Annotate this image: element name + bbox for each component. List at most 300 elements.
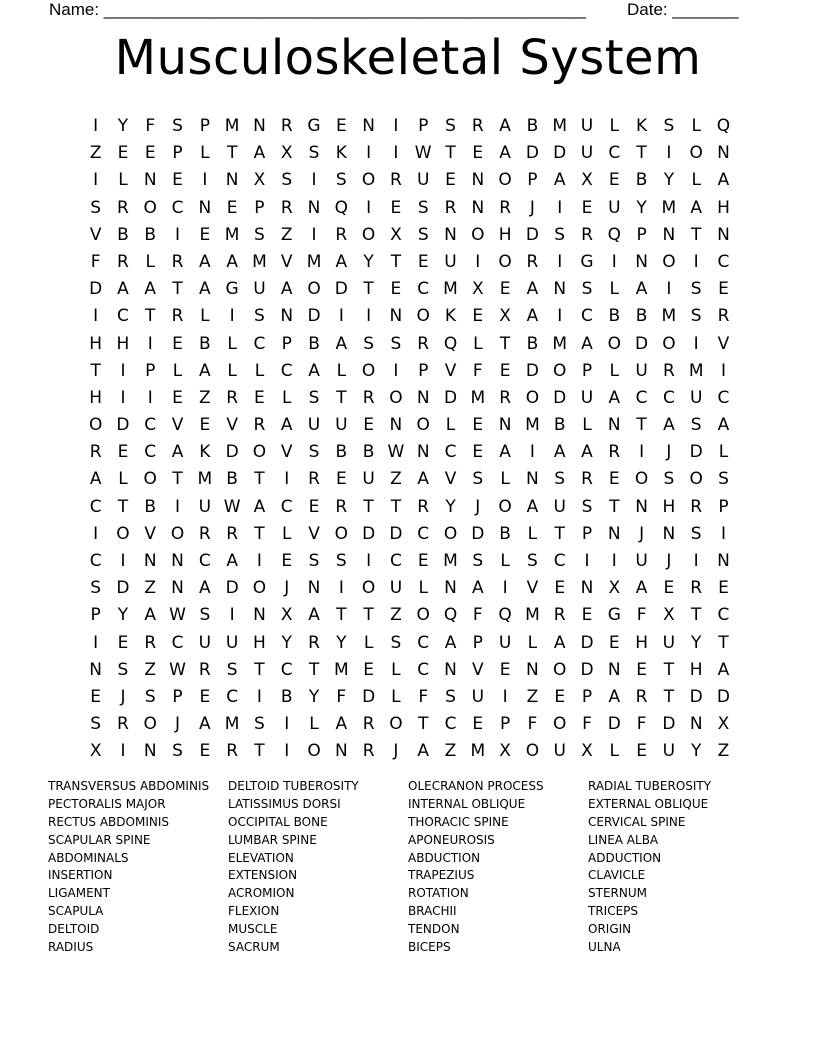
grid-letter[interactable]: Q xyxy=(443,605,458,626)
grid-letter[interactable]: V xyxy=(308,523,320,544)
grid-letter[interactable]: A xyxy=(253,496,266,517)
grid-letter[interactable]: E xyxy=(554,578,566,599)
grid-letter[interactable]: Z xyxy=(390,469,402,490)
grid-letter[interactable]: S xyxy=(663,116,675,136)
grid-letter[interactable]: C xyxy=(280,360,293,381)
grid-letter[interactable]: L xyxy=(309,714,319,735)
grid-letter[interactable]: C xyxy=(171,197,184,218)
grid-letter[interactable]: B xyxy=(117,224,129,245)
grid-letter[interactable]: A xyxy=(717,659,730,680)
grid-letter[interactable]: E xyxy=(363,659,374,680)
grid-letter[interactable]: D xyxy=(525,360,539,381)
grid-letter[interactable]: E xyxy=(254,387,265,408)
grid-letter[interactable]: P xyxy=(472,632,483,653)
grid-letter[interactable]: J xyxy=(175,714,181,735)
grid-letter[interactable]: B xyxy=(335,442,348,463)
grid-letter[interactable]: I xyxy=(284,714,290,735)
grid-letter[interactable]: O xyxy=(553,659,567,680)
grid-letter[interactable]: I xyxy=(93,116,99,136)
grid-letter[interactable]: C xyxy=(226,686,239,707)
grid-letter[interactable]: O xyxy=(334,523,349,544)
grid-letter[interactable]: N xyxy=(143,170,157,191)
grid-letter[interactable]: L xyxy=(473,333,483,354)
grid-letter[interactable]: E xyxy=(608,170,620,191)
grid-letter[interactable]: V xyxy=(444,360,457,381)
grid-letter[interactable]: C xyxy=(417,659,430,680)
grid-letter[interactable]: E xyxy=(636,741,647,762)
grid-letter[interactable]: U xyxy=(198,496,212,517)
grid-letter[interactable]: L xyxy=(118,170,128,191)
grid-letter[interactable]: A xyxy=(526,279,539,300)
grid-letter[interactable]: V xyxy=(144,523,157,544)
grid-letter[interactable]: I xyxy=(366,306,372,327)
grid-letter[interactable]: V xyxy=(471,659,484,680)
grid-letter[interactable]: O xyxy=(88,415,103,436)
grid-letter[interactable]: O xyxy=(525,741,540,762)
grid-letter[interactable]: R xyxy=(444,197,457,218)
grid-letter[interactable]: A xyxy=(253,143,266,164)
grid-letter[interactable]: U xyxy=(225,632,239,653)
grid-letter[interactable]: U xyxy=(307,415,321,436)
grid-letter[interactable]: J xyxy=(284,578,290,599)
grid-letter[interactable]: K xyxy=(636,116,648,136)
grid-letter[interactable]: H xyxy=(89,333,103,354)
grid-letter[interactable]: E xyxy=(335,116,347,136)
grid-letter[interactable]: P xyxy=(581,523,593,544)
grid-letter[interactable]: N xyxy=(662,224,676,245)
grid-letter[interactable]: E xyxy=(472,306,484,327)
grid-letter[interactable]: N xyxy=(143,741,157,762)
grid-letter[interactable]: A xyxy=(335,251,348,272)
grid-letter[interactable]: I xyxy=(611,551,617,571)
grid-letter[interactable]: N xyxy=(280,306,294,327)
grid-letter[interactable]: M xyxy=(470,387,486,408)
grid-letter[interactable]: N xyxy=(171,578,184,599)
grid-letter[interactable]: T xyxy=(390,496,402,517)
grid-letter[interactable]: B xyxy=(199,333,211,354)
grid-letter[interactable]: I xyxy=(338,578,344,599)
grid-letter[interactable]: A xyxy=(526,496,539,517)
grid-letter[interactable]: E xyxy=(144,143,156,164)
grid-letter[interactable]: V xyxy=(526,578,539,599)
grid-letter[interactable]: N xyxy=(498,415,512,436)
grid-letter[interactable]: X xyxy=(280,143,293,164)
grid-letter[interactable]: J xyxy=(120,686,126,707)
grid-letter[interactable]: A xyxy=(199,714,211,735)
grid-letter[interactable]: A xyxy=(635,279,648,300)
grid-letter[interactable]: S xyxy=(90,714,102,735)
grid-letter[interactable]: A xyxy=(280,415,293,436)
grid-letter[interactable]: L xyxy=(609,279,620,300)
grid-letter[interactable]: A xyxy=(553,632,566,653)
grid-letter[interactable]: E xyxy=(199,415,211,436)
grid-letter[interactable]: C xyxy=(389,551,402,571)
grid-letter[interactable]: N xyxy=(416,387,430,408)
grid-letter[interactable]: A xyxy=(444,632,457,653)
grid-letter[interactable]: T xyxy=(690,224,702,245)
grid-letter[interactable]: S xyxy=(472,469,484,490)
grid-letter[interactable]: A xyxy=(553,170,566,191)
grid-letter[interactable]: N xyxy=(526,469,539,490)
grid-letter[interactable]: M xyxy=(525,605,540,626)
grid-letter[interactable]: R xyxy=(117,197,129,218)
grid-letter[interactable]: R xyxy=(253,415,266,436)
grid-letter[interactable]: U xyxy=(553,496,566,517)
grid-letter[interactable]: D xyxy=(225,578,239,599)
grid-letter[interactable]: X xyxy=(499,741,511,762)
grid-letter[interactable]: E xyxy=(117,143,129,164)
grid-letter[interactable]: D xyxy=(225,442,239,463)
grid-letter[interactable]: I xyxy=(393,143,399,164)
grid-letter[interactable]: U xyxy=(471,686,485,707)
grid-letter[interactable]: N xyxy=(717,143,730,164)
grid-letter[interactable]: R xyxy=(581,224,593,245)
grid-letter[interactable]: O xyxy=(498,170,512,191)
grid-letter[interactable]: B xyxy=(308,333,320,354)
grid-letter[interactable]: O xyxy=(361,170,376,191)
grid-letter[interactable]: X xyxy=(89,741,102,762)
grid-letter[interactable]: L xyxy=(281,387,292,408)
grid-letter[interactable]: F xyxy=(336,686,347,707)
grid-letter[interactable]: E xyxy=(308,496,320,517)
grid-letter[interactable]: C xyxy=(280,659,293,680)
grid-letter[interactable]: I xyxy=(502,578,508,599)
grid-letter[interactable]: M xyxy=(470,741,486,762)
grid-letter[interactable]: R xyxy=(362,714,375,735)
grid-letter[interactable]: R xyxy=(226,387,239,408)
grid-letter[interactable]: N xyxy=(444,224,457,245)
grid-letter[interactable]: C xyxy=(89,551,102,571)
grid-letter[interactable]: D xyxy=(607,714,621,735)
grid-letter[interactable]: A xyxy=(553,442,566,463)
grid-letter[interactable]: Y xyxy=(117,605,129,626)
grid-letter[interactable]: Q xyxy=(334,197,349,218)
grid-letter[interactable]: C xyxy=(553,551,566,571)
grid-letter[interactable]: V xyxy=(226,415,238,436)
grid-letter[interactable]: P xyxy=(527,170,538,191)
grid-letter[interactable]: L xyxy=(718,442,729,463)
grid-letter[interactable]: O xyxy=(361,360,376,381)
grid-letter[interactable]: I xyxy=(557,306,563,327)
grid-letter[interactable]: R xyxy=(117,251,129,272)
grid-letter[interactable]: H xyxy=(89,387,103,408)
grid-letter[interactable]: D xyxy=(89,279,103,300)
grid-letter[interactable]: M xyxy=(224,116,240,136)
grid-letter[interactable]: H xyxy=(717,197,730,218)
grid-letter[interactable]: N xyxy=(334,741,348,762)
grid-letter[interactable]: C xyxy=(417,632,430,653)
grid-letter[interactable]: I xyxy=(366,197,372,218)
grid-letter[interactable]: C xyxy=(280,496,293,517)
grid-letter[interactable]: E xyxy=(335,469,347,490)
grid-letter[interactable]: R xyxy=(198,659,211,680)
grid-letter[interactable]: H xyxy=(635,632,648,653)
grid-letter[interactable]: D xyxy=(116,578,130,599)
grid-letter[interactable]: T xyxy=(390,251,402,272)
grid-letter[interactable]: S xyxy=(445,686,456,707)
grid-letter[interactable]: Y xyxy=(690,741,702,762)
grid-letter[interactable]: N xyxy=(635,496,648,517)
grid-letter[interactable]: T xyxy=(363,605,374,626)
grid-letter[interactable]: O xyxy=(389,387,403,408)
grid-letter[interactable]: S xyxy=(199,605,211,626)
grid-letter[interactable]: E xyxy=(472,714,484,735)
grid-letter[interactable]: V xyxy=(89,224,102,245)
grid-letter[interactable]: P xyxy=(636,224,647,245)
grid-letter[interactable]: A xyxy=(417,741,430,762)
grid-letter[interactable]: B xyxy=(144,496,157,517)
grid-letter[interactable]: A xyxy=(280,279,293,300)
grid-letter[interactable]: E xyxy=(499,659,511,680)
grid-letter[interactable]: A xyxy=(199,279,211,300)
grid-letter[interactable]: X xyxy=(581,741,593,762)
grid-letter[interactable]: E xyxy=(117,442,129,463)
grid-letter[interactable]: P xyxy=(581,686,593,707)
grid-letter[interactable]: Q xyxy=(443,333,458,354)
grid-letter[interactable]: P xyxy=(199,116,210,136)
grid-letter[interactable]: L xyxy=(609,116,620,136)
grid-letter[interactable]: O xyxy=(662,333,676,354)
grid-letter[interactable]: U xyxy=(689,387,703,408)
grid-letter[interactable]: R xyxy=(280,116,293,136)
grid-letter[interactable]: T xyxy=(254,741,265,762)
grid-letter[interactable]: R xyxy=(198,523,211,544)
grid-letter[interactable]: N xyxy=(307,578,321,599)
grid-letter[interactable]: Z xyxy=(89,143,102,164)
grid-letter[interactable]: Z xyxy=(444,741,457,762)
grid-letter[interactable]: L xyxy=(609,741,620,762)
grid-letter[interactable]: D xyxy=(525,224,539,245)
grid-letter[interactable]: E xyxy=(608,632,620,653)
grid-letter[interactable]: Y xyxy=(636,197,647,218)
grid-letter[interactable]: L xyxy=(445,415,456,436)
grid-letter[interactable]: M xyxy=(224,224,240,245)
grid-letter[interactable]: F xyxy=(636,605,647,626)
grid-letter[interactable]: E xyxy=(417,251,429,272)
grid-letter[interactable]: I xyxy=(229,306,235,327)
grid-letter[interactable]: U xyxy=(444,251,457,272)
grid-letter[interactable]: E xyxy=(472,143,484,164)
grid-letter[interactable]: L xyxy=(500,469,510,490)
grid-letter[interactable]: R xyxy=(144,632,157,653)
grid-letter[interactable]: T xyxy=(663,659,675,680)
grid-letter[interactable]: H xyxy=(662,496,676,517)
grid-letter[interactable]: A xyxy=(89,469,102,490)
grid-letter[interactable]: X xyxy=(717,714,730,735)
grid-letter[interactable]: Z xyxy=(144,578,157,599)
grid-letter[interactable]: A xyxy=(308,605,320,626)
grid-letter[interactable]: O xyxy=(525,387,540,408)
grid-letter[interactable]: D xyxy=(580,632,594,653)
grid-letter[interactable]: O xyxy=(416,415,430,436)
grid-letter[interactable]: I xyxy=(584,551,590,571)
grid-letter[interactable]: X xyxy=(608,578,621,599)
grid-letter[interactable]: B xyxy=(635,170,648,191)
grid-letter[interactable]: O xyxy=(361,578,376,599)
grid-letter[interactable]: I xyxy=(720,360,726,381)
grid-letter[interactable]: S xyxy=(417,197,429,218)
grid-letter[interactable]: G xyxy=(580,251,594,272)
grid-letter[interactable]: R xyxy=(499,387,511,408)
grid-letter[interactable]: M xyxy=(333,659,349,680)
grid-letter[interactable]: D xyxy=(635,333,649,354)
grid-letter[interactable]: W xyxy=(387,442,405,463)
grid-letter[interactable]: C xyxy=(717,605,730,626)
grid-letter[interactable]: A xyxy=(117,279,129,300)
grid-letter[interactable]: S xyxy=(254,224,265,245)
grid-letter[interactable]: T xyxy=(663,686,675,707)
grid-letter[interactable]: A xyxy=(335,333,348,354)
grid-letter[interactable]: N xyxy=(662,523,676,544)
grid-letter[interactable]: O xyxy=(361,224,376,245)
grid-letter[interactable]: S xyxy=(690,306,702,327)
grid-letter[interactable]: I xyxy=(529,442,535,463)
grid-letter[interactable]: N xyxy=(471,197,485,218)
grid-letter[interactable]: I xyxy=(693,251,699,272)
grid-letter[interactable]: S xyxy=(554,469,566,490)
grid-letter[interactable]: U xyxy=(580,387,594,408)
grid-letter[interactable]: L xyxy=(227,333,237,354)
grid-letter[interactable]: E xyxy=(226,197,238,218)
grid-letter[interactable]: C xyxy=(89,496,102,517)
grid-letter[interactable]: A xyxy=(226,251,238,272)
grid-letter[interactable]: T xyxy=(363,496,374,517)
grid-letter[interactable]: I xyxy=(120,387,126,408)
grid-letter[interactable]: Z xyxy=(199,387,211,408)
grid-letter[interactable]: S xyxy=(581,496,593,517)
grid-letter[interactable]: S xyxy=(308,551,320,571)
grid-letter[interactable]: T xyxy=(718,632,729,653)
grid-letter[interactable]: T xyxy=(636,143,647,164)
grid-letter[interactable]: B xyxy=(526,116,539,136)
grid-letter[interactable]: N xyxy=(89,659,102,680)
grid-letter[interactable]: O xyxy=(143,469,157,490)
grid-letter[interactable]: O xyxy=(498,251,512,272)
grid-letter[interactable]: I xyxy=(147,333,153,354)
grid-letter[interactable]: E xyxy=(90,686,102,707)
grid-letter[interactable]: R xyxy=(171,306,184,327)
grid-letter[interactable]: O xyxy=(389,714,403,735)
grid-letter[interactable]: L xyxy=(145,251,155,272)
grid-letter[interactable]: O xyxy=(607,333,621,354)
grid-letter[interactable]: T xyxy=(445,143,456,164)
grid-letter[interactable]: T xyxy=(636,415,647,436)
grid-letter[interactable]: Q xyxy=(607,224,621,245)
grid-letter[interactable]: E xyxy=(718,578,729,599)
grid-letter[interactable]: E xyxy=(445,170,456,191)
grid-letter[interactable]: V xyxy=(717,333,730,354)
grid-letter[interactable]: T xyxy=(554,523,565,544)
grid-letter[interactable]: R xyxy=(417,496,430,517)
grid-letter[interactable]: F xyxy=(418,686,429,707)
grid-letter[interactable]: E xyxy=(199,686,211,707)
grid-letter[interactable]: L xyxy=(336,360,347,381)
grid-letter[interactable]: A xyxy=(226,551,238,571)
grid-letter[interactable]: S xyxy=(254,306,265,327)
grid-letter[interactable]: L xyxy=(227,360,237,381)
grid-letter[interactable]: U xyxy=(635,360,648,381)
grid-letter[interactable]: N xyxy=(717,551,730,571)
grid-letter[interactable]: L xyxy=(691,170,701,191)
grid-letter[interactable]: A xyxy=(199,578,211,599)
grid-letter[interactable]: E xyxy=(172,333,183,354)
grid-letter[interactable]: E xyxy=(499,279,511,300)
grid-letter[interactable]: Y xyxy=(690,632,702,653)
grid-letter[interactable]: L xyxy=(500,551,510,571)
grid-letter[interactable]: S xyxy=(690,523,702,544)
grid-letter[interactable]: U xyxy=(662,741,676,762)
grid-letter[interactable]: I xyxy=(393,116,399,136)
grid-letter[interactable]: C xyxy=(581,306,593,327)
grid-letter[interactable]: N xyxy=(253,605,266,626)
grid-letter[interactable]: D xyxy=(525,143,539,164)
grid-letter[interactable]: U xyxy=(498,632,512,653)
grid-letter[interactable]: A xyxy=(417,469,430,490)
grid-letter[interactable]: N xyxy=(526,659,539,680)
grid-letter[interactable]: G xyxy=(307,116,321,136)
grid-letter[interactable]: R xyxy=(581,469,593,490)
grid-letter[interactable]: M xyxy=(443,279,458,300)
grid-letter[interactable]: S xyxy=(363,333,375,354)
grid-letter[interactable]: F xyxy=(472,605,483,626)
grid-letter[interactable]: S xyxy=(308,387,320,408)
grid-letter[interactable]: A xyxy=(499,442,511,463)
grid-letter[interactable]: L xyxy=(391,686,401,707)
grid-letter[interactable]: U xyxy=(580,143,594,164)
grid-letter[interactable]: R xyxy=(335,496,348,517)
grid-letter[interactable]: S xyxy=(117,659,129,680)
grid-letter[interactable]: F xyxy=(527,714,538,735)
grid-letter[interactable]: N xyxy=(389,306,403,327)
grid-letter[interactable]: S xyxy=(663,469,675,490)
grid-letter[interactable]: Q xyxy=(498,605,512,626)
grid-letter[interactable]: D xyxy=(307,306,321,327)
grid-letter[interactable]: V xyxy=(171,415,184,436)
grid-letter[interactable]: N xyxy=(471,170,485,191)
grid-letter[interactable]: D xyxy=(662,714,676,735)
grid-letter[interactable]: R xyxy=(335,224,348,245)
grid-letter[interactable]: N xyxy=(444,659,457,680)
grid-letter[interactable]: Y xyxy=(117,116,129,136)
grid-letter[interactable]: E xyxy=(281,551,293,571)
grid-letter[interactable]: B xyxy=(526,333,539,354)
grid-letter[interactable]: F xyxy=(472,360,483,381)
grid-letter[interactable]: O xyxy=(634,469,649,490)
grid-letter[interactable]: X xyxy=(390,224,402,245)
grid-letter[interactable]: E xyxy=(663,578,675,599)
grid-letter[interactable]: M xyxy=(661,197,677,218)
grid-letter[interactable]: R xyxy=(635,686,648,707)
grid-letter[interactable]: T xyxy=(145,306,156,327)
grid-letter[interactable]: E xyxy=(199,224,211,245)
grid-letter[interactable]: T xyxy=(254,523,265,544)
grid-letter[interactable]: B xyxy=(362,442,375,463)
grid-letter[interactable]: C xyxy=(417,279,430,300)
grid-letter[interactable]: V xyxy=(280,442,293,463)
grid-letter[interactable]: T xyxy=(499,333,511,354)
grid-letter[interactable]: P xyxy=(254,197,265,218)
grid-letter[interactable]: B xyxy=(553,415,566,436)
grid-letter[interactable]: I xyxy=(720,523,726,544)
grid-letter[interactable]: A xyxy=(581,333,593,354)
grid-letter[interactable]: I xyxy=(366,551,372,571)
grid-letter[interactable]: U xyxy=(580,116,594,136)
grid-letter[interactable]: W xyxy=(223,496,241,517)
grid-letter[interactable]: C xyxy=(117,306,129,327)
grid-letter[interactable]: E xyxy=(608,469,620,490)
grid-letter[interactable]: S xyxy=(335,551,347,571)
grid-letter[interactable]: A xyxy=(526,306,539,327)
